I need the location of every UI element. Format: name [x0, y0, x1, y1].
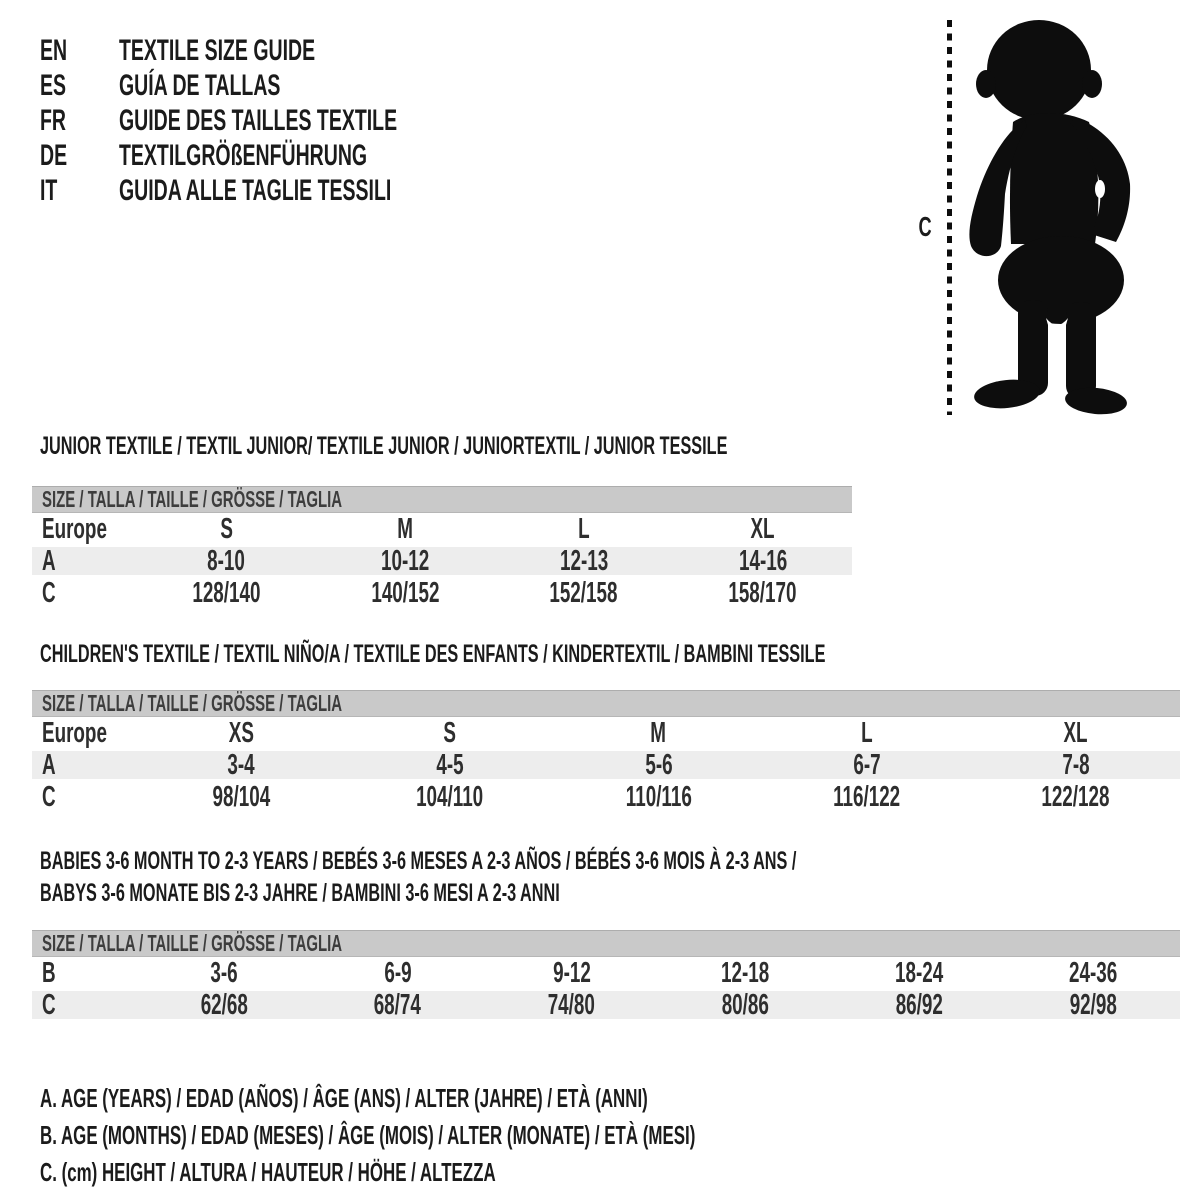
row-label: C — [42, 577, 56, 609]
size-table-header: SIZE / TALLA / TAILLE / GRÖSSE / TAGLIA — [32, 930, 1180, 957]
legend-line-height-cm: C. (cm) HEIGHT / ALTURA / HAUTEUR / HÖHE / ALTEZZA — [40, 1157, 496, 1187]
size-value-cell: 110/116 — [625, 781, 692, 813]
size-value-cell: S — [443, 717, 457, 749]
language-row — [40, 68, 547, 103]
size-value-cell: 6-7 — [853, 749, 881, 781]
size-value-cell: 104/110 — [416, 781, 484, 813]
row-label: Europe — [42, 513, 107, 545]
row-label: C — [42, 989, 56, 1021]
size-table — [32, 486, 852, 609]
size-value-cell: 10-12 — [381, 545, 430, 577]
language-code: EN — [40, 34, 68, 67]
size-value-cell: 12-13 — [559, 545, 608, 577]
size-table-row-b — [32, 957, 1180, 989]
row-label: B — [42, 957, 56, 989]
size-value-cell: 8-10 — [207, 545, 246, 577]
section-title-block — [40, 430, 1098, 462]
size-value-cell: M — [650, 717, 667, 749]
language-row — [40, 33, 547, 68]
size-value-cell: 74/80 — [547, 989, 596, 1021]
size-value-cell: XS — [228, 717, 254, 749]
size-value-cell: 128/140 — [192, 577, 261, 609]
size-table-row-c — [32, 577, 852, 609]
baby-silhouette-icon — [960, 16, 1138, 420]
language-label: GUIDE DES TAILLES TEXTILE — [119, 104, 398, 137]
language-label: GUÍA DE TALLAS — [119, 69, 281, 102]
size-value-cell: 98/104 — [212, 781, 271, 813]
size-value-cell: 18-24 — [895, 957, 944, 989]
section-title: BABYS 3-6 MONATE BIS 2-3 JAHRE / BAMBINI 3-6 MESI A 2-3 ANNI — [40, 879, 560, 907]
size-value-cell: M — [397, 513, 413, 545]
size-value-cell: 92/98 — [1069, 989, 1117, 1021]
language-code: IT — [40, 174, 58, 207]
size-value-cell: L — [578, 513, 590, 545]
size-table-row-c — [32, 989, 1180, 1021]
size-value-cell: 6-9 — [384, 957, 412, 989]
size-value-cell: 14-16 — [738, 545, 787, 577]
size-value-cell: 24-36 — [1068, 957, 1118, 989]
section-title: JUNIOR TEXTILE / TEXTIL JUNIOR/ TEXTILE JUNIOR / JUNIORTEXTIL / JUNIOR TESSILE — [40, 432, 728, 460]
size-table-row-a — [32, 749, 1180, 781]
language-label: TEXTILGRÖßENFÜHRUNG — [119, 139, 368, 172]
size-value-cell: 86/92 — [895, 989, 943, 1021]
language-row — [40, 103, 547, 138]
section-title-block — [40, 638, 1200, 670]
size-value-cell: 5-6 — [644, 749, 673, 781]
size-value-cell: 152/158 — [549, 577, 618, 609]
section-babies — [40, 845, 1200, 1021]
section-title: BABIES 3-6 MONTH TO 2-3 YEARS / BEBÉS 3-6 MESES A 2-3 AÑOS / BÉBÉS 3-6 MOIS À 2-3 ANS / — [40, 847, 797, 875]
size-table-row-c — [32, 781, 1180, 813]
height-measure-label: C — [918, 211, 932, 242]
size-value-cell: 140/152 — [371, 577, 440, 609]
size-value-cell: XL — [750, 513, 775, 545]
legend-line-age-months: B. AGE (MONTHS) / EDAD (MESES) / ÂGE (MOIS) / ALTER (MONATE) / ETÀ (MESI) — [40, 1120, 696, 1150]
size-value-cell: 158/170 — [728, 577, 797, 609]
section-title: CHILDREN'S TEXTILE / TEXTIL NIÑO/A / TEXTILE DES ENFANTS / KINDERTEXTIL / BAMBINI TESSILE — [40, 640, 826, 668]
language-code: DE — [40, 139, 68, 172]
row-label: Europe — [42, 717, 107, 749]
section-junior — [40, 430, 1098, 609]
height-measure-dashed-line — [947, 20, 952, 415]
size-value-cell: 7-8 — [1062, 749, 1090, 781]
size-table-header: SIZE / TALLA / TAILLE / GRÖSSE / TAGLIA — [32, 486, 852, 513]
language-code: FR — [40, 104, 66, 137]
row-label: A — [42, 749, 56, 781]
size-value-cell: XL — [1063, 717, 1088, 749]
row-label: A — [42, 545, 56, 577]
size-value-cell: 3-4 — [227, 749, 255, 781]
language-label: GUIDA ALLE TAGLIE TESSILI — [119, 174, 392, 207]
size-value-cell: 68/74 — [374, 989, 422, 1021]
size-value-cell: 4-5 — [436, 749, 464, 781]
size-value-cell: L — [861, 717, 873, 749]
size-value-cell: 62/68 — [200, 989, 248, 1021]
language-row — [40, 173, 547, 208]
section-children — [40, 638, 1200, 813]
row-label: C — [42, 781, 56, 813]
size-value-cell: 116/122 — [833, 781, 901, 813]
size-value-cell: 12-18 — [721, 957, 770, 989]
language-code: ES — [40, 69, 67, 102]
section-title-block — [40, 845, 1200, 909]
size-table-row-a — [32, 545, 852, 577]
language-label: TEXTILE SIZE GUIDE — [119, 34, 316, 67]
size-table — [32, 690, 1180, 813]
size-value-cell: S — [220, 513, 233, 545]
size-value-cell: 9-12 — [552, 957, 591, 989]
legend-line-age-years: A. AGE (YEARS) / EDAD (AÑOS) / ÂGE (ANS) / ALTER (JAHRE) / ETÀ (ANNI) — [40, 1083, 648, 1113]
size-value-cell: 122/128 — [1041, 781, 1110, 813]
size-table — [32, 930, 1180, 1021]
size-table-row-europe — [32, 513, 852, 545]
size-value-cell: 80/86 — [721, 989, 769, 1021]
size-table-header: SIZE / TALLA / TAILLE / GRÖSSE / TAGLIA — [32, 690, 1180, 717]
size-table-row-europe — [32, 717, 1180, 749]
size-value-cell: 3-6 — [210, 957, 238, 989]
language-row — [40, 138, 547, 173]
measurement-legend — [40, 1080, 1048, 1191]
language-title-block — [40, 33, 547, 208]
